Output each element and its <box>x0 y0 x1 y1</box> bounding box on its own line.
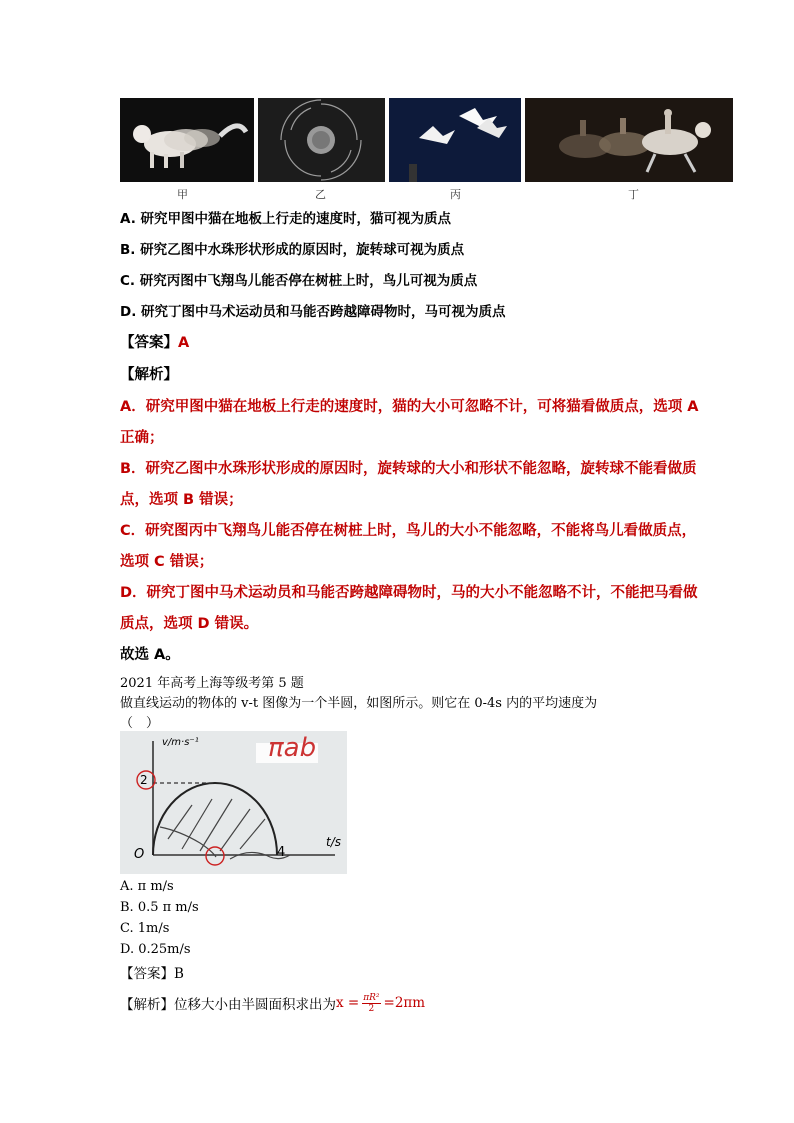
q1-explanation-c: C．研究图丙中飞翔鸟儿能否停在树桩上时，鸟儿的大小不能忽略，不能将鸟儿看做质点， 选项 C 错误； <box>120 523 697 570</box>
graph-x-axis-label: t/s <box>326 835 341 849</box>
q2-analysis-line: 【解析】 位移大小由半圆面积求出为 x = $\frac{\text{πR²}}{2}$ =2πm <box>120 992 426 1014</box>
q1-explanation-d: D．研究丁图中马术运动员和马能否跨越障碍物时，马的大小不能忽略不计，不能把马看做 质点，选项 D 错误。 <box>120 585 698 632</box>
graph-x-tick: 4 <box>277 845 286 860</box>
q1-option-c: C. 研究丙图中飞翔鸟儿能否停在树桩上时，鸟儿可视为质点 <box>120 273 478 289</box>
caption-yi: 乙 <box>315 188 326 201</box>
q1-option-a: A. 研究甲图中猫在地板上行走的速度时，猫可视为质点 <box>120 211 452 227</box>
graph-origin-label: O <box>134 847 145 862</box>
photo-birds <box>389 98 521 182</box>
q2-analysis-text: 位移大小由半圆面积求出为 <box>174 997 336 1013</box>
graph-handwriting: πab <box>268 733 317 763</box>
q2-option-b: B. 0.5 π m/s <box>120 900 199 915</box>
answer-label: 【答案】 <box>120 335 178 351</box>
q2-stem: 做直线运动的物体的 v-t 图像为一个半圆，如图所示。则它在 0-4s 内的平均速度为 <box>120 696 598 711</box>
spinning-ball-icon <box>258 98 385 182</box>
photo-cat <box>120 98 254 182</box>
q1-option-d: D. 研究丁图中马术运动员和马能否跨越障碍物时，马可视为质点 <box>120 304 506 320</box>
flying-birds-icon <box>389 98 521 182</box>
photo-horse <box>525 98 733 182</box>
q2-formula-fraction: $\frac{\text{πR²}}{2}$ <box>363 992 380 1014</box>
q1-explanation-a: A．研究甲图中猫在地板上行走的速度时，猫的大小可忽略不计，可将猫看做质点，选项 A 正确； <box>120 399 699 446</box>
q1-option-b: B. 研究乙图中水珠形状形成的原因时，旋转球可视为质点 <box>120 242 465 258</box>
q2-option-d: D. 0.25m/s <box>120 942 191 957</box>
horse-rider-icon <box>525 98 733 182</box>
q2-formula: x = $\frac{\text{πR²}}{2}$ =2πm <box>336 992 426 1014</box>
q2-source: 2021 年高考上海等级考第 5 题 <box>120 676 304 691</box>
q1-conclusion: 故选 A。 <box>120 647 180 663</box>
q2-answer-line: 【答案】B <box>120 966 184 982</box>
q2-graph <box>120 731 347 874</box>
caption-ding: 丁 <box>628 188 639 201</box>
answer-value: A <box>178 335 190 351</box>
cat-motion-icon <box>120 98 254 182</box>
caption-bing: 丙 <box>450 188 461 201</box>
caption-jia: 甲 <box>177 188 188 201</box>
photo-ball <box>258 98 385 182</box>
graph-y-axis-label: v/m·s⁻¹ <box>162 737 199 748</box>
q2-option-c: C. 1m/s <box>120 921 170 936</box>
q2-option-a: A. π m/s <box>120 879 174 894</box>
q1-answer-line <box>120 331 189 352</box>
graph-y-tick: 2 <box>140 773 148 787</box>
q2-bracket: （ ） <box>120 716 160 731</box>
q1-explanation-b: B．研究乙图中水珠形状形成的原因时，旋转球的大小和形状不能忽略，旋转球不能看做质 点，选项 B 错误； <box>120 461 697 508</box>
q1-analysis-label: 【解析】 <box>120 367 178 383</box>
q2-answer-value: B <box>174 966 184 982</box>
